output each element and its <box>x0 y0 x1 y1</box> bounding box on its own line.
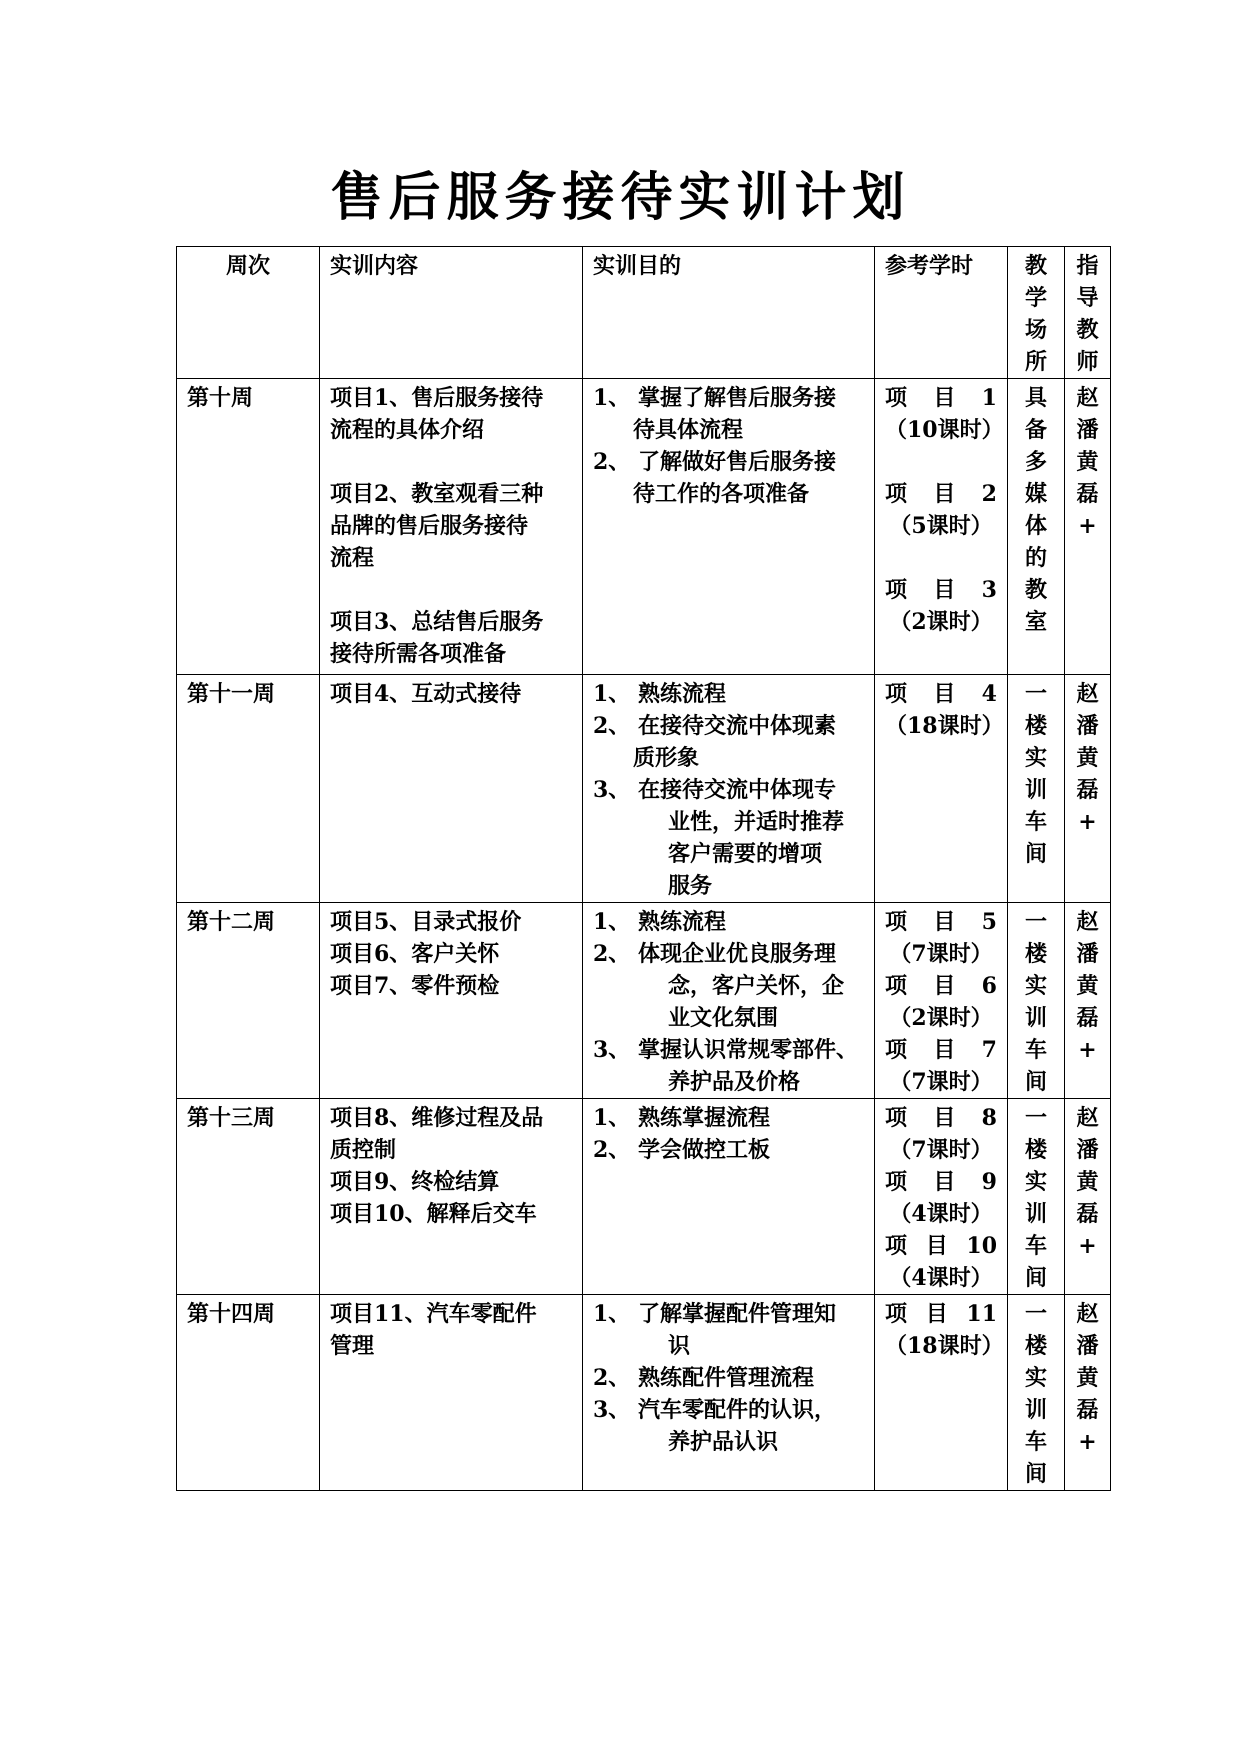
goal-cell <box>583 379 875 675</box>
content-line: 品牌的售后服务接待 <box>330 513 529 539</box>
place-char: 一 <box>1024 1301 1047 1327</box>
goal-text: 掌握了解售后服务接 <box>638 385 837 411</box>
content-line: 项目5、目录式报价 <box>330 909 522 935</box>
teacher-char: 潘 <box>1076 713 1099 739</box>
teacher-char: 磊 <box>1076 777 1099 803</box>
goal-line <box>593 678 864 710</box>
place-char: 的 <box>1024 545 1047 571</box>
goal-number: 1、 <box>593 1105 631 1131</box>
place-char: 楼 <box>1024 1137 1047 1163</box>
goal-continuation: 质形象 <box>633 745 700 771</box>
header-teacher-char: 教 <box>1076 317 1099 343</box>
hours-project: 项 目 6 <box>885 973 997 999</box>
goal-line <box>593 382 864 414</box>
goal-text: 掌握认识常规零部件、 <box>638 1037 859 1063</box>
teacher-char: 潘 <box>1076 941 1099 967</box>
hours-gap <box>885 542 997 574</box>
content-line: 项目9、终检结算 <box>330 1169 500 1195</box>
goal-item <box>593 382 864 446</box>
goal-item <box>593 1298 864 1362</box>
goal-number: 2、 <box>593 713 631 739</box>
goal-line <box>593 774 864 806</box>
teacher-cell <box>1065 379 1111 675</box>
hours-project: 项 目 5 <box>885 909 997 935</box>
content-line: 接待所需各项准备 <box>330 641 507 667</box>
hours-count: （7课时） <box>889 941 993 967</box>
teacher-char: 潘 <box>1076 417 1099 443</box>
goal-text: 在接待交流中体现专 <box>638 777 837 803</box>
content-line: 项目7、零件预检 <box>330 973 500 999</box>
goal-number: 2、 <box>593 449 631 475</box>
goal-text: 了解掌握配件管理知 <box>638 1301 837 1327</box>
header-place-char: 所 <box>1024 349 1047 375</box>
goal-continuation: 服务 <box>668 873 713 899</box>
header-content: 实训内容 <box>320 247 583 379</box>
teacher-cell <box>1065 675 1111 903</box>
goal-continuation: 业性，并适时推荐 <box>668 809 845 835</box>
place-char: 一 <box>1024 681 1047 707</box>
hours-count: （5课时） <box>889 513 993 539</box>
teacher-char: 黄 <box>1076 745 1099 771</box>
goal-item <box>593 1134 864 1166</box>
content-line: 项目11、汽车零配件 <box>330 1301 537 1327</box>
teacher-char: + <box>1078 1037 1097 1063</box>
place-cell <box>1008 379 1065 675</box>
goal-line <box>593 446 864 478</box>
goal-item <box>593 1362 864 1394</box>
goal-continuation: 业文化氛围 <box>668 1005 779 1031</box>
header-place <box>1008 247 1065 379</box>
teacher-char: 黄 <box>1076 973 1099 999</box>
hours-project: 项 目 2 <box>885 481 997 507</box>
goal-line <box>593 710 864 742</box>
content-line: 流程的具体介绍 <box>330 417 485 443</box>
content-cell <box>320 1099 583 1295</box>
hours-project: 项 目 10 <box>885 1233 997 1259</box>
hours-project: 项 目 11 <box>885 1301 997 1327</box>
hours-count: （7课时） <box>889 1137 993 1163</box>
teacher-char: 潘 <box>1076 1333 1099 1359</box>
goal-cell <box>583 903 875 1099</box>
teacher-char: 黄 <box>1076 449 1099 475</box>
goal-item <box>593 446 864 510</box>
goal-text: 熟练流程 <box>638 681 727 707</box>
teacher-char: 赵 <box>1076 909 1099 935</box>
goal-number: 2、 <box>593 1137 631 1163</box>
content-line: 项目8、维修过程及品 <box>330 1105 544 1131</box>
content-cell <box>320 675 583 903</box>
hours-count: （18课时） <box>885 1333 1004 1359</box>
content-gap <box>330 446 572 478</box>
goal-text: 体现企业优良服务理 <box>638 941 837 967</box>
goal-text: 了解做好售后服务接 <box>638 449 837 475</box>
place-char: 车 <box>1024 809 1047 835</box>
place-char: 体 <box>1024 513 1047 539</box>
place-char: 车 <box>1024 1429 1047 1455</box>
teacher-char: 磊 <box>1076 1005 1099 1031</box>
hours-project: 项 目 8 <box>885 1105 997 1131</box>
hours-count: （2课时） <box>889 609 993 635</box>
goal-item <box>593 774 864 902</box>
goal-text: 在接待交流中体现素 <box>638 713 837 739</box>
goal-line <box>593 1298 864 1330</box>
hours-project: 项 目 9 <box>885 1169 997 1195</box>
goal-text: 熟练配件管理流程 <box>638 1365 815 1391</box>
goal-continuation: 养护品及价格 <box>668 1069 801 1095</box>
teacher-char: 赵 <box>1076 385 1099 411</box>
place-cell <box>1008 1295 1065 1491</box>
goal-number: 2、 <box>593 941 631 967</box>
place-char: 间 <box>1024 841 1047 867</box>
goal-number: 1、 <box>593 909 631 935</box>
place-char: 楼 <box>1024 1333 1047 1359</box>
place-cell <box>1008 675 1065 903</box>
header-hours: 参考学时 <box>875 247 1008 379</box>
goal-continuation: 客户需要的增项 <box>668 841 823 867</box>
week-cell: 第十三周 <box>177 1099 320 1295</box>
goal-cell <box>583 1295 875 1491</box>
hours-project: 项 目 4 <box>885 681 997 707</box>
teacher-char: 赵 <box>1076 1105 1099 1131</box>
hours-project: 项 目 3 <box>885 577 997 603</box>
goal-line <box>593 1134 864 1166</box>
teacher-cell <box>1065 1099 1111 1295</box>
place-char: 具 <box>1024 385 1047 411</box>
table-row <box>177 903 1111 1099</box>
place-char: 间 <box>1024 1265 1047 1291</box>
goal-cell <box>583 1099 875 1295</box>
place-char: 教 <box>1024 577 1047 603</box>
content-gap <box>330 574 572 606</box>
week-cell: 第十二周 <box>177 903 320 1099</box>
header-row <box>177 247 1111 379</box>
place-cell <box>1008 1099 1065 1295</box>
place-char: 多 <box>1024 449 1047 475</box>
goal-text: 汽车零配件的认识， <box>638 1397 837 1423</box>
table-row <box>177 675 1111 903</box>
content-line: 质控制 <box>330 1137 397 1163</box>
teacher-char: 磊 <box>1076 1397 1099 1423</box>
hours-gap <box>885 446 997 478</box>
hours-cell <box>875 379 1008 675</box>
teacher-char: + <box>1078 809 1097 835</box>
hours-project: 项 目 1 <box>885 385 997 411</box>
place-char: 间 <box>1024 1461 1047 1487</box>
place-char: 车 <box>1024 1037 1047 1063</box>
place-cell <box>1008 903 1065 1099</box>
goal-item <box>593 938 864 1034</box>
content-line: 管理 <box>330 1333 375 1359</box>
content-line: 流程 <box>330 545 375 571</box>
teacher-char: 磊 <box>1076 481 1099 507</box>
content-cell <box>320 379 583 675</box>
place-char: 实 <box>1024 973 1047 999</box>
week-cell: 第十一周 <box>177 675 320 903</box>
header-goal: 实训目的 <box>583 247 875 379</box>
place-char: 实 <box>1024 1365 1047 1391</box>
content-line: 项目4、互动式接待 <box>330 681 522 707</box>
content-line: 项目3、总结售后服务 <box>330 609 544 635</box>
teacher-char: 赵 <box>1076 1301 1099 1327</box>
hours-cell <box>875 1295 1008 1491</box>
goal-continuation: 念，客户关怀，企 <box>668 973 845 999</box>
training-plan-table <box>176 246 1111 1491</box>
place-char: 实 <box>1024 745 1047 771</box>
content-line: 项目6、客户关怀 <box>330 941 500 967</box>
place-char: 室 <box>1024 609 1047 635</box>
place-char: 训 <box>1024 777 1047 803</box>
table-row <box>177 1295 1111 1491</box>
header-place-char: 场 <box>1024 317 1047 343</box>
hours-count: （18课时） <box>885 713 1004 739</box>
teacher-char: + <box>1078 1429 1097 1455</box>
hours-count: （10课时） <box>885 417 1004 443</box>
place-char: 间 <box>1024 1069 1047 1095</box>
place-char: 备 <box>1024 417 1047 443</box>
goal-item <box>593 906 864 938</box>
place-char: 训 <box>1024 1005 1047 1031</box>
goal-continuation: 待具体流程 <box>633 417 744 443</box>
goal-number: 3、 <box>593 1037 631 1063</box>
header-teacher-char: 指 <box>1076 253 1099 279</box>
table-row <box>177 1099 1111 1295</box>
place-char: 一 <box>1024 1105 1047 1131</box>
content-cell <box>320 903 583 1099</box>
week-cell: 第十四周 <box>177 1295 320 1491</box>
goal-text: 熟练流程 <box>638 909 727 935</box>
teacher-char: 黄 <box>1076 1365 1099 1391</box>
hours-cell <box>875 903 1008 1099</box>
goal-continuation: 识 <box>668 1333 691 1359</box>
header-teacher-char: 师 <box>1076 349 1099 375</box>
goal-line <box>593 1362 864 1394</box>
goal-continuation: 养护品认识 <box>668 1429 779 1455</box>
header-place-char: 学 <box>1024 285 1047 311</box>
place-char: 训 <box>1024 1201 1047 1227</box>
teacher-char: + <box>1078 1233 1097 1259</box>
content-line: 项目10、解释后交车 <box>330 1201 537 1227</box>
goal-line <box>593 938 864 970</box>
hours-count: （4课时） <box>889 1265 993 1291</box>
week-cell: 第十周 <box>177 379 320 675</box>
goal-number: 2、 <box>593 1365 631 1391</box>
goal-line <box>593 1034 864 1066</box>
goal-cell <box>583 675 875 903</box>
header-teacher <box>1065 247 1111 379</box>
place-char: 媒 <box>1024 481 1047 507</box>
hours-count: （2课时） <box>889 1005 993 1031</box>
hours-cell <box>875 1099 1008 1295</box>
goal-text: 熟练掌握流程 <box>638 1105 771 1131</box>
goal-number: 1、 <box>593 385 631 411</box>
place-char: 车 <box>1024 1233 1047 1259</box>
place-char: 楼 <box>1024 941 1047 967</box>
goal-line <box>593 1102 864 1134</box>
teacher-cell <box>1065 1295 1111 1491</box>
header-week: 周次 <box>177 247 320 379</box>
goal-item <box>593 710 864 774</box>
place-char: 楼 <box>1024 713 1047 739</box>
goal-number: 1、 <box>593 681 631 707</box>
table-row <box>177 379 1111 675</box>
document-title: 售后服务接待实训计划 <box>330 167 911 228</box>
goal-item <box>593 1034 864 1098</box>
header-teacher-char: 导 <box>1076 285 1099 311</box>
content-line: 项目2、教室观看三种 <box>330 481 544 507</box>
hours-project: 项 目 7 <box>885 1037 997 1063</box>
goal-item <box>593 1102 864 1134</box>
teacher-char: 赵 <box>1076 681 1099 707</box>
header-place-char: 教 <box>1024 253 1047 279</box>
place-char: 实 <box>1024 1169 1047 1195</box>
goal-text: 学会做控工板 <box>638 1137 771 1163</box>
hours-cell <box>875 675 1008 903</box>
goal-number: 3、 <box>593 777 631 803</box>
place-char: 训 <box>1024 1397 1047 1423</box>
content-cell <box>320 1295 583 1491</box>
teacher-char: + <box>1078 513 1097 539</box>
hours-count: （4课时） <box>889 1201 993 1227</box>
goal-number: 1、 <box>593 1301 631 1327</box>
teacher-char: 磊 <box>1076 1201 1099 1227</box>
teacher-char: 黄 <box>1076 1169 1099 1195</box>
place-char: 一 <box>1024 909 1047 935</box>
hours-count: （7课时） <box>889 1069 993 1095</box>
goal-line <box>593 1394 864 1426</box>
goal-line <box>593 906 864 938</box>
goal-continuation: 待工作的各项准备 <box>633 481 810 507</box>
teacher-char: 潘 <box>1076 1137 1099 1163</box>
goal-item <box>593 1394 864 1458</box>
content-line: 项目1、售后服务接待 <box>330 385 544 411</box>
goal-number: 3、 <box>593 1397 631 1423</box>
goal-item <box>593 678 864 710</box>
teacher-cell <box>1065 903 1111 1099</box>
